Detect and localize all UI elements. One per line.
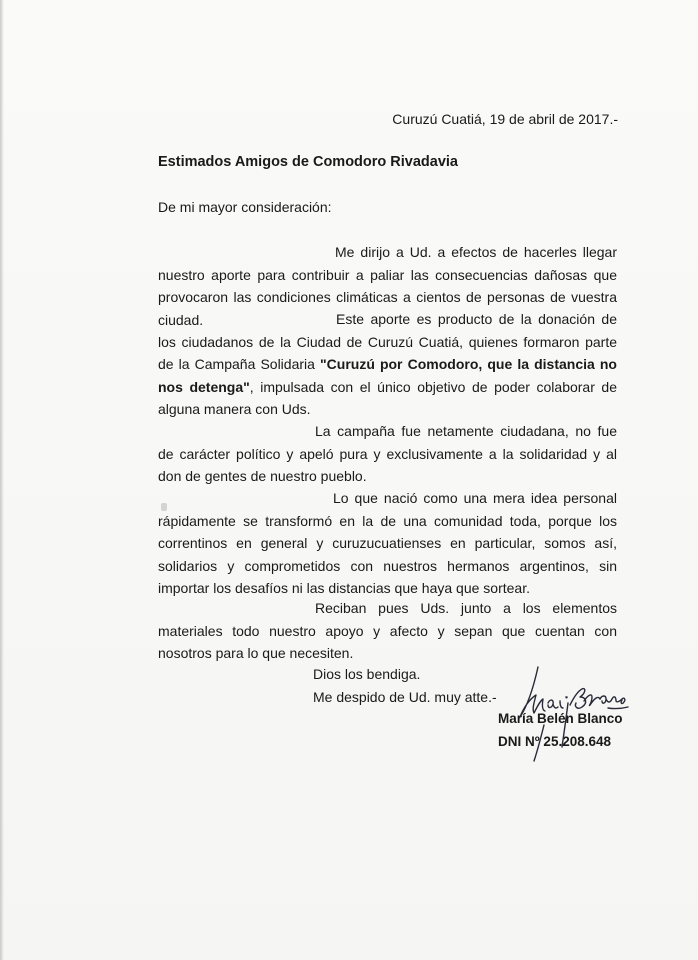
paragraph-1: Me dirijo a Ud. a efectos de hacerles llegar nuestro aporte para contribuir a paliar las consecuencias dañosas que provocaron las condiciones climáticas a cientos de personas de vuestra ciudad. <box>158 244 617 328</box>
closing-blessing: Dios los bendiga. <box>313 666 421 682</box>
scan-edge <box>0 0 4 960</box>
campaign-name: "Curuzú por Comodoro, que la distancia no nos detenga" <box>158 356 617 395</box>
paragraph-2-text-a: Este aporte es producto de la donación de los ciudadanos de la Ciudad de Curuzú Cuatiá, quienes formaron parte de la Campaña Solidaria <box>158 311 617 372</box>
paragraph-2 <box>158 308 617 421</box>
paragraph-2-text-b: , impulsada con el único objetivo de poder colaborar de alguna manera con Uds. <box>158 378 618 417</box>
signer-name: María Belén Blanco <box>498 711 623 726</box>
paragraph-3: La campaña fue netamente ciudadana, no fue de carácter político y apeló pura y exclusivamente a la solidaridad y al don de gentes de nuestro pueblo. <box>158 423 617 484</box>
letter-date: Curuzú Cuatiá, 19 de abril de 2017.- <box>392 111 618 127</box>
letter-greeting: Estimados Amigos de Comodoro Rivadavia <box>158 154 458 170</box>
paragraph-4: Lo que nació como una mera idea personal rápidamente se transformó en la de una comunidad toda, porque los correntinos en general y curuzucuatienses en particular, somos así, solidarios y comprometidos con nuestros hermanos argentinos, sin importar los desafíos ni las distancias que haya que sortear. <box>158 490 617 596</box>
handwritten-signature <box>490 655 640 765</box>
signer-dni: DNI Nº 25.208.648 <box>498 734 611 749</box>
paragraph-5: Reciban pues Uds. junto a los elementos materiales todo nuestro apoyo y afecto y sepan que cuentan con nosotros para lo que necesiten. <box>158 600 617 661</box>
closing-farewell: Me despido de Ud. muy atte.- <box>313 689 497 705</box>
letter-salutation: De mi mayor consideración: <box>158 199 332 215</box>
